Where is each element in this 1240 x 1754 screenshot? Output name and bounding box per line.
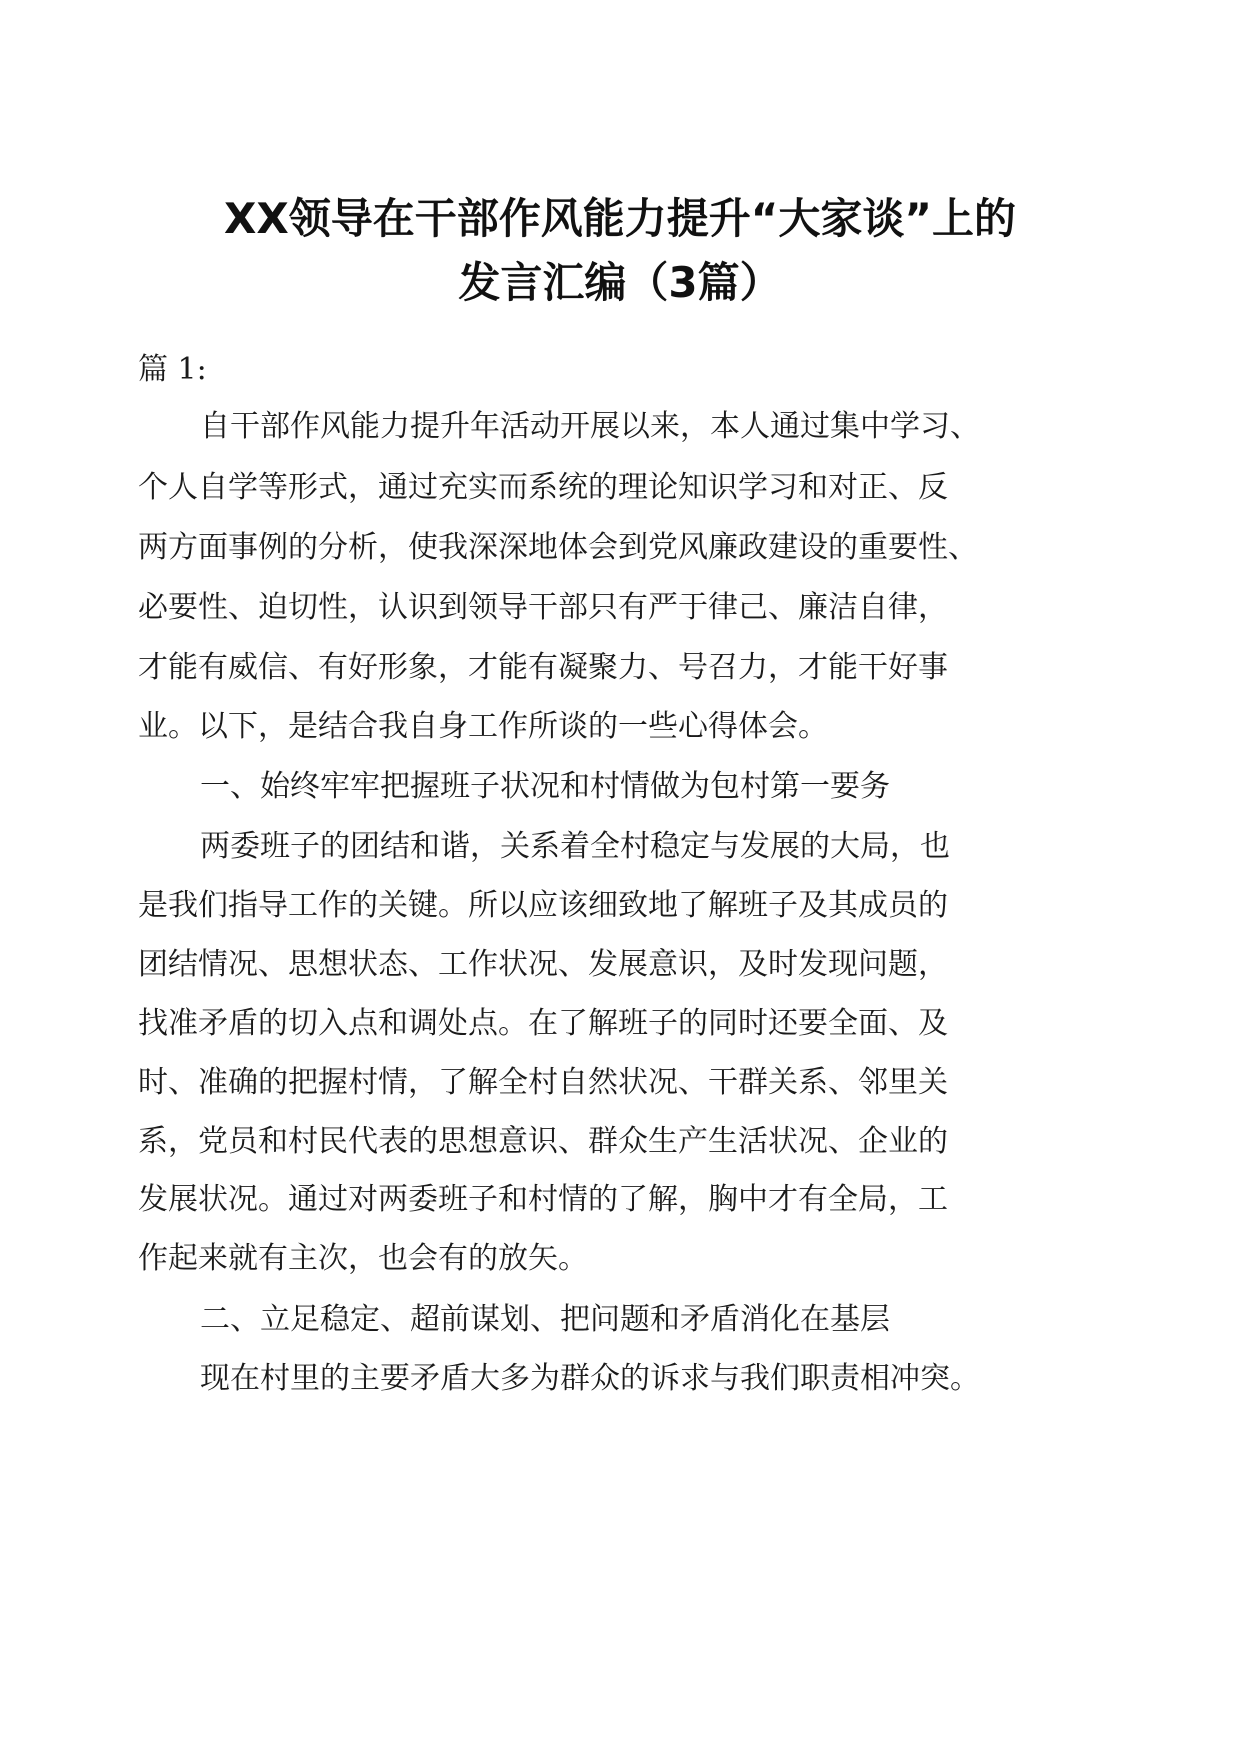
paragraph-2-line-3: 团结情况、思想状态、工作状况、发展意识，及时发现问题， <box>138 947 948 982</box>
paragraph-2-line-1: 两委班子的团结和谐，关系着全村稳定与发展的大局，也 <box>200 829 950 864</box>
paragraph-1-line-6: 业。以下，是结合我自身工作所谈的一些心得体会。 <box>138 709 828 744</box>
section-label: 篇 1: <box>138 352 207 387</box>
section-heading-2: 二、立足稳定、超前谋划、把问题和矛盾消化在基层 <box>200 1302 890 1337</box>
paragraph-2-line-7: 发展状况。通过对两委班子和村情的了解，胸中才有全局，工 <box>138 1182 948 1217</box>
paragraph-2-line-6: 系，党员和村民代表的思想意识、群众生产生活状况、企业的 <box>138 1124 948 1159</box>
document-title-line-2: 发言汇编（3篇） <box>458 258 782 307</box>
paragraph-2-line-5: 时、准确的把握村情，了解全村自然状况、干群关系、邻里关 <box>138 1065 948 1100</box>
paragraph-2-line-4: 找准矛盾的切入点和调处点。在了解班子的同时还要全面、及 <box>138 1006 948 1041</box>
paragraph-1-line-4: 必要性、迫切性，认识到领导干部只有严于律己、廉洁自律， <box>138 590 948 625</box>
paragraph-2-line-2: 是我们指导工作的关键。所以应该细致地了解班子及其成员的 <box>138 888 948 923</box>
document-title-line-1: XX领导在干部作风能力提升“大家谈”上的 <box>224 194 1016 243</box>
paragraph-2-line-8: 作起来就有主次，也会有的放矢。 <box>138 1241 588 1276</box>
section-heading-1: 一、始终牢牢把握班子状况和村情做为包村第一要务 <box>200 769 890 804</box>
paragraph-1-line-2: 个人自学等形式，通过充实而系统的理论知识学习和对正、反 <box>138 470 948 505</box>
paragraph-3-line-1: 现在村里的主要矛盾大多为群众的诉求与我们职责相冲突。 <box>200 1361 980 1396</box>
paragraph-1-line-5: 才能有威信、有好形象，才能有凝聚力、号召力，才能干好事 <box>138 650 948 685</box>
paragraph-1-line-3: 两方面事例的分析，使我深深地体会到党风廉政建设的重要性、 <box>138 530 978 565</box>
paragraph-1-line-1: 自干部作风能力提升年活动开展以来，本人通过集中学习、 <box>200 409 980 444</box>
